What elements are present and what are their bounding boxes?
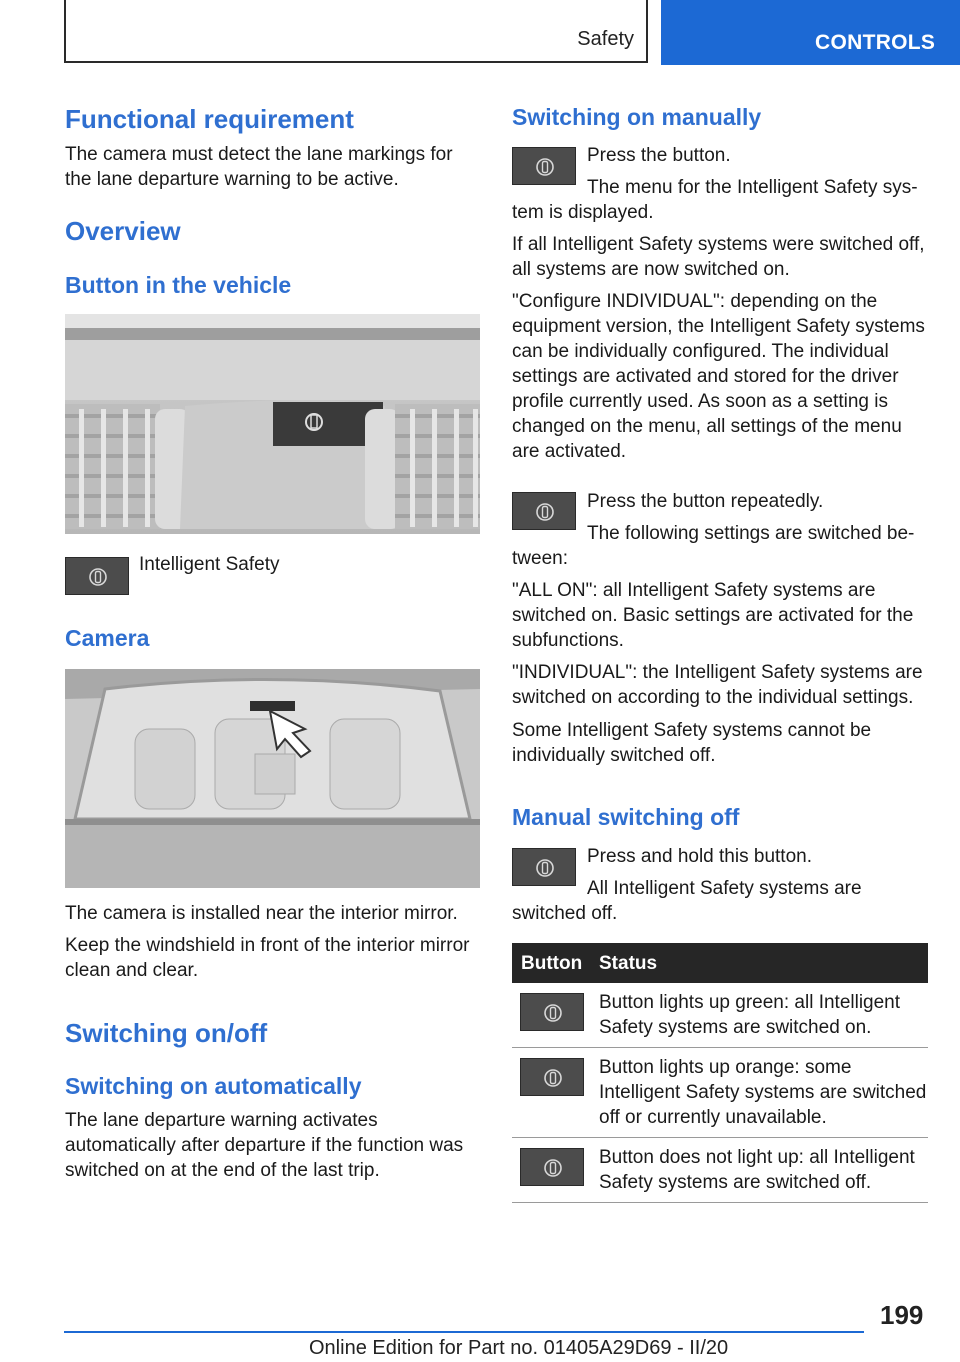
intelligent-safety-icon: [536, 858, 554, 878]
header-frame: [64, 0, 648, 63]
intelligent-safety-icon: [544, 1003, 562, 1023]
safety-button-icon-3: [512, 848, 576, 886]
switching-on-off-heading: Switching on/off: [65, 1018, 268, 1048]
column-header-button: Button: [521, 953, 583, 974]
safety-button-icon-2: [512, 492, 576, 530]
camera-heading: Camera: [65, 625, 150, 651]
dashboard-button-photo: [65, 314, 480, 534]
status-orange-text: Button lights up orange: some Intelligent Safety systems are switched off or currently unavailable.: [599, 1057, 927, 1128]
all-switched-off-text-a: All Intelligent Safety systems are: [587, 878, 862, 899]
section-title: Safety: [577, 28, 634, 50]
intelligent-safety-icon: [544, 1158, 562, 1178]
orange-button-icon: [520, 1058, 584, 1096]
configure-individual-text: "Configure INDIVIDUAL": depending on the equipment version, the Intelligent Safety systems can be individually configured. The individual settings are activated and stored for the driver profile currently used. As soon as a setting is changed on the menu, all settings of the menu are activated.: [512, 291, 925, 462]
status-off-text: Button does not light up: all Intelligent Safety systems are switched off.: [599, 1147, 915, 1193]
all-switched-off-text-b: switched off.: [512, 903, 618, 924]
button-status-table: [512, 943, 928, 1203]
camera-location-photo: [65, 669, 480, 888]
intelligent-safety-icon: [536, 502, 554, 522]
green-button-icon: [520, 993, 584, 1031]
individual-text: "INDIVIDUAL": the Intelligent Safety systems are switched on according to the individual settings.: [512, 662, 923, 708]
camera-clean-text: Keep the windshield in front of the interior mirror clean and clear.: [65, 935, 470, 981]
functional-requirement-text: The camera must detect the lane markings for the lane departure warning to be active.: [65, 144, 453, 190]
overview-heading: Overview: [65, 216, 181, 246]
intelligent-safety-button-icon: [65, 557, 129, 595]
chapter-tab[interactable]: [661, 0, 960, 65]
switching-on-manually-heading: Switching on manually: [512, 104, 762, 130]
page-number: 199: [880, 1300, 924, 1330]
safety-button-icon-1: [512, 147, 576, 185]
intelligent-safety-icon: [89, 567, 107, 587]
menu-displayed-text-b: tem is displayed.: [512, 202, 654, 223]
chapter-tab-label: CONTROLS: [815, 31, 936, 54]
edition-text: Online Edition for Part no. 01405A29D69 - II/20: [309, 1337, 729, 1359]
press-repeatedly-text: Press the button repeatedly.: [587, 491, 824, 512]
camera-installed-text: The camera is installed near the interior mirror.: [65, 903, 458, 924]
intelligent-safety-caption: Intelligent Safety: [139, 554, 280, 575]
functional-requirement-heading: Functional requirement: [65, 104, 354, 134]
button-in-vehicle-heading: Button in the vehicle: [65, 272, 292, 298]
table-row: [512, 983, 928, 1048]
automatic-activation-text: The lane departure warning activates automatically after departure if the function was switched on at the end of the last trip.: [65, 1110, 464, 1181]
intelligent-safety-icon: [544, 1068, 562, 1088]
menu-displayed-text-a: The menu for the Intelligent Safety sys-: [587, 177, 918, 198]
cannot-switch-off-text: Some Intelligent Safety systems cannot be individually switched off.: [512, 720, 872, 766]
following-settings-text-b: tween:: [512, 548, 568, 569]
manual-switching-off-heading: Manual switching off: [512, 804, 740, 830]
following-settings-text-a: The following settings are switched be-: [587, 523, 915, 544]
column-header-status: Status: [599, 953, 658, 974]
table-row: [512, 1048, 928, 1138]
status-green-text: Button lights up green: all Intelligent Safety systems are switched on.: [599, 992, 901, 1038]
footer-divider: [64, 1331, 864, 1333]
table-row: [512, 1138, 928, 1203]
all-on-text: "ALL ON": all Intelligent Safety systems are switched on. Basic settings are activated for the subfunctions.: [512, 580, 914, 651]
switching-on-automatically-heading: Switching on automatically: [65, 1073, 362, 1099]
all-off-text: If all Intelligent Safety systems were switched off, all systems are now switched on.: [512, 234, 925, 280]
off-button-icon: [520, 1148, 584, 1186]
intelligent-safety-icon: [536, 157, 554, 177]
press-hold-text: Press and hold this button.: [587, 846, 812, 867]
table-header: [512, 943, 928, 983]
press-button-text: Press the button.: [587, 145, 731, 166]
